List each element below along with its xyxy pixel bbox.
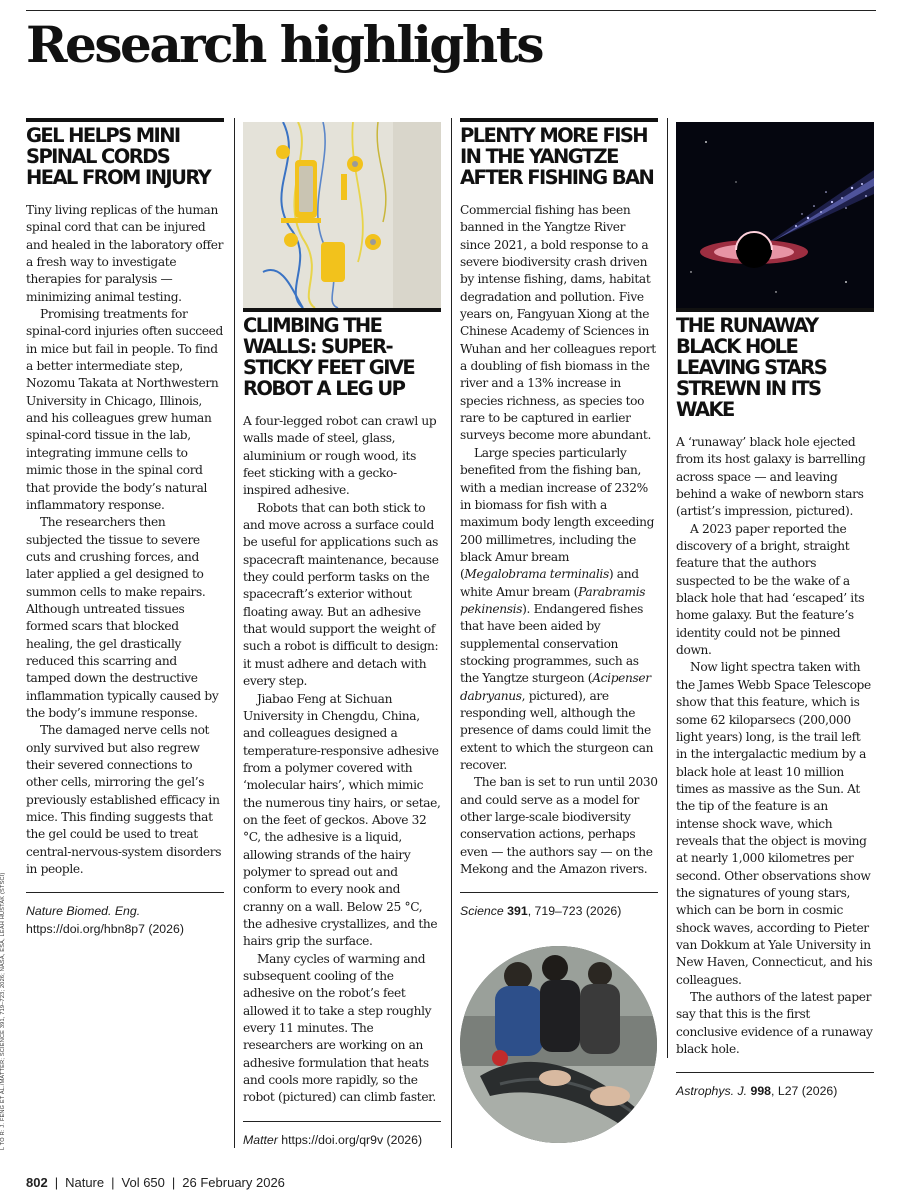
text-run: , pictured), are responding well, although the presence of dams could limit the extent to which the sturgeon can recover. (460, 688, 654, 772)
black-hole-illustration (676, 122, 874, 308)
citation (460, 892, 658, 921)
article-spinal-cord-gel (26, 118, 224, 938)
paragraph: The ban is set to run until 2030 and could serve as a model for other large-scale biodiversity conservation actions, perhaps even — the authors say — on the Mekong and the Amazon rivers. (460, 775, 658, 877)
headline: CLIMBING THE WALLS: SUPER-STICKY FEET GIVE ROBOT A LEG UP (243, 314, 415, 400)
article-body (676, 434, 874, 1058)
citation (243, 1121, 441, 1150)
photo-credit: L TO R: J. FENG ET AL./MATTER; SCIENCE 391, 719–723; 2026; NASA, ESA, LEAH HUSTAK (STSCI) (0, 872, 6, 1150)
citation-journal: Nature Biomed. Eng. (26, 904, 141, 919)
citation-pages: , L27 (2026) (771, 1084, 838, 1099)
sturgeon-illustration (460, 946, 657, 1143)
species-name: Megalobrama terminalis (464, 567, 609, 582)
paragraph (460, 445, 658, 775)
article-yangtze-fish (460, 118, 658, 921)
column-divider (667, 118, 668, 1058)
citation (26, 892, 224, 938)
citation (676, 1072, 874, 1101)
paragraph: A ‘runaway’ black hole ejected from its host galaxy is barrelling across space — and leaving behind a wake of newborn stars (artist’s impression, pictured). (676, 435, 866, 519)
headline: GEL HELPS MINI SPINAL CORDS HEAL FROM INJURY (26, 124, 211, 189)
section-title: Research highlights (26, 15, 542, 74)
journal-name: Nature (65, 1175, 105, 1190)
headline-bar (26, 118, 224, 122)
citation-pages: , 719–723 (2026) (527, 904, 622, 919)
headline: THE RUNAWAY BLACK HOLE LEAVING STARS STREWN IN ITS WAKE (676, 314, 827, 421)
headline: PLENTY MORE FISH IN THE YANGTZE AFTER FISHING BAN (460, 124, 654, 189)
headline-bar (243, 308, 441, 312)
text-run: ). Endangered fishes that have been aided by supplemental conservation stocking programmes, such as the Yangtze sturgeon ( (460, 601, 643, 686)
article-runaway-black-hole (676, 118, 874, 1101)
page-footer (26, 1175, 285, 1190)
paragraph: Many cycles of warming and subsequent cooling of the adhesive on the robot’s feet allowed it to take a step roughly every 11 minutes. The researchers are working on an adhesive formulation that heats and cools more rapidly, so the robot (pictured) can climb faster. (243, 951, 436, 1105)
paragraph: A four-legged robot can crawl up walls made of steel, glass, aluminium or rough wood, its feet sticking with a gecko-inspired adhesive. (243, 414, 437, 498)
citation-link[interactable]: https://doi.org/hbn8p7 (2026) (26, 921, 184, 936)
paragraph: Robots that can both stick to and move across a surface could be useful for applications such as spacecraft maintenance, because they could perform tasks on the spacecraft’s exterior without floating away. But an adhesive that would support the weight of such a robot is difficult to design: it must adhere and detach with every step. (243, 500, 439, 689)
text-run: Large species particularly benefited from the fishing ban, with a median increase of 232% in biomass for fish with a maximum body length exceeding 200 millimetres, including the black Amur bream ( (460, 445, 655, 582)
paragraph: Now light spectra taken with the James Webb Space Telescope show that this feature, which is some 62 kiloparsecs (200,000 light years) long, is the trail left in the intergalactic medium by a black hole at least 10 million times as massive as the Sun. At the tip of the feature is an intense shock wave, which reveals that the object is moving at nearly 1,000 kilometres per second. Other observations show the signatures of young stars, which can be born in cosmic shock waves, according to Pieter van Dokkum at Yale University in New Haven, Connecticut, and his colleagues. (676, 660, 873, 987)
paragraph: The damaged nerve cells not only survived but also regrew their severed connections to other cells, mirroring the gel’s previously established efficacy in mice. This finding suggests that the gel could be used to treat central-nervous-system disorders in people. (26, 723, 222, 877)
separator: | (111, 1175, 115, 1190)
volume: Vol 650 (121, 1175, 165, 1190)
article-body (26, 202, 224, 878)
paragraph: The authors of the latest paper say that this is the first conclusive evidence of a runaway black hole. (676, 990, 873, 1057)
citation-link[interactable]: https://doi.org/qr9v (2026) (277, 1132, 423, 1147)
text-run: ) and white Amur bream ( (460, 567, 639, 599)
headline-bar (676, 308, 874, 312)
paragraph: Jiabao Feng at Sichuan University in Chengdu, China, and colleagues designed a temperature-responsive adhesive from a polymer covered with ‘molecular hairs’, which mimic the numerous tiny hairs, or setae, on the feet of geckos. Above 32 °C, the adhesive is a liquid, allowing strands of the hairy polymer to spread out and conform to every nook and cranny on a wall. Below 25 °C, the adhesive crystallizes, and the hairs grip the surface. (243, 691, 441, 949)
black-hole-art (676, 122, 874, 308)
robot-illustration (243, 122, 441, 308)
article-body (243, 413, 441, 1107)
species-name: Acipenser dabryanus (460, 671, 651, 703)
citation-journal: Matter (243, 1132, 278, 1147)
headline-bar (460, 118, 658, 122)
paragraph: The researchers then subjected the tissue to severe cuts and crushing forces, and later applied a gel designed to summon cells to make repairs. Although untreated tissues formed scars that blocked healing, the gel drastically reduced this scarring and tamped down the destructive inflammation typically caused by the body’s immune response. (26, 515, 219, 720)
separator: | (171, 1175, 176, 1190)
citation-journal: Astrophys. J. (676, 1084, 748, 1099)
article-climbing-robot (243, 118, 441, 1149)
paragraph: A 2023 paper reported the discovery of a bright, straight feature that the authors suspected to be the wake of a black hole that had ‘escaped’ its home galaxy. But the feature’s identity could not be pinned down. (676, 521, 865, 658)
column-divider (234, 118, 235, 1148)
robot-photo (243, 122, 441, 308)
citation-volume: 998 (750, 1084, 772, 1099)
citation-journal: Science (460, 904, 504, 919)
paragraph: Promising treatments for spinal-cord injuries often succeed in mice but fail in people. To find a better intermediate step, Nozomu Takata at Northwestern University in Chicago, Illinois, and his colleagues grew human spinal-cord tissue in the lab, integrating immune cells to mimic those in the spinal cord that provide the body’s natural inflammatory response. (26, 307, 223, 512)
column-divider (451, 118, 452, 1148)
top-rule (26, 10, 876, 11)
paragraph: Tiny living replicas of the human spinal cord that can be injured and healed in the laboratory offer a fresh way to investigate therapies for paralysis — minimizing animal testing. (26, 203, 224, 304)
issue-date: 26 February 2026 (182, 1175, 285, 1190)
species-name: Parabramis pekinensis (460, 584, 646, 616)
page-number: 802 (26, 1175, 48, 1190)
sturgeon-photo (460, 946, 657, 1143)
citation-volume: 391 (507, 904, 528, 919)
article-body (460, 202, 658, 878)
paragraph: Commercial fishing has been banned in the Yangtze River since 2021, a bold response to a severe biodiversity crash driven by intense fishing, dams, habitat degradation and pollution. Five years on, Fangyuan Xiong at the Chinese Academy of Sciences in Wuhan and her colleagues report a doubling of fish biomass in the river and a 13% increase in species richness, as species too rare to be captured in earlier surveys become more abundant. (460, 203, 656, 443)
separator: | (54, 1175, 59, 1190)
